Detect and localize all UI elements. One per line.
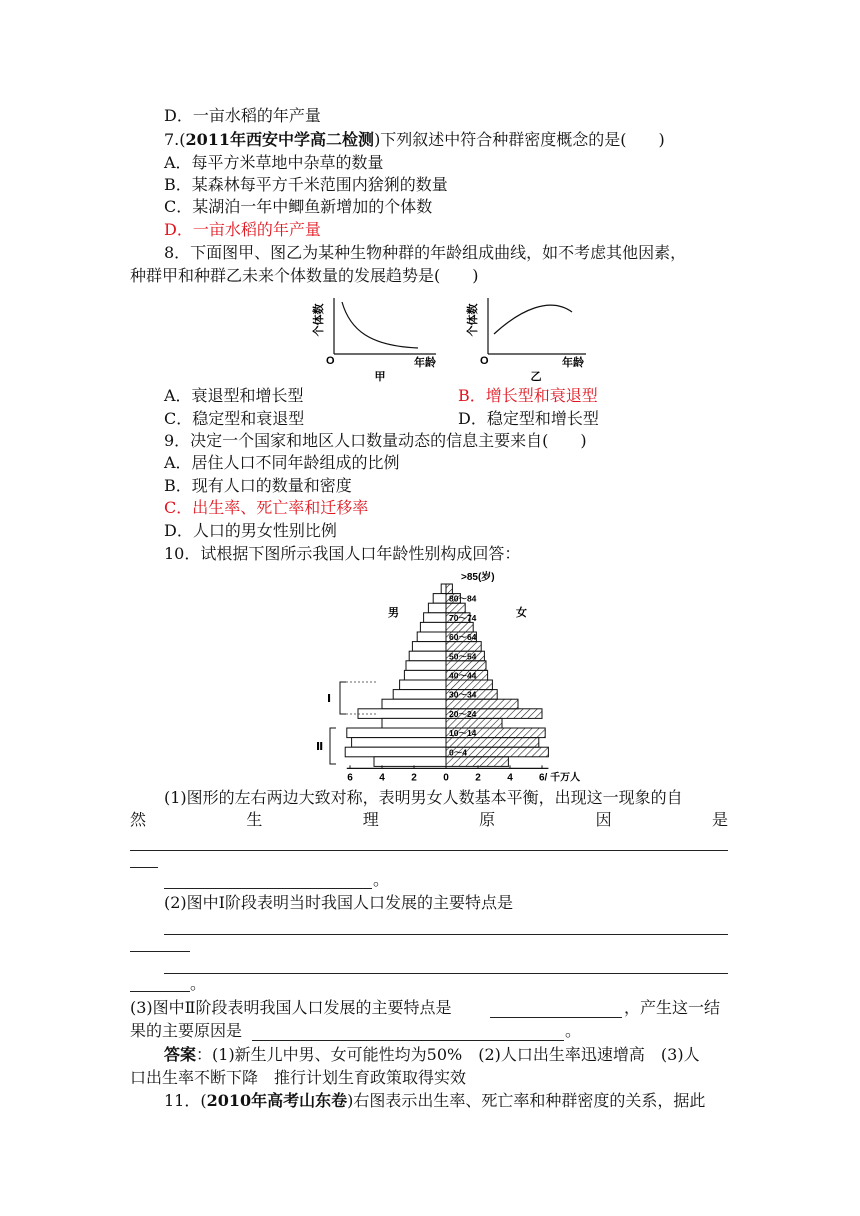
q9-option-b: B．现有人口的数量和密度 (164, 476, 352, 495)
graph-yi-caption: 乙 (530, 371, 542, 382)
q10-part2-blank-1[interactable] (164, 934, 728, 935)
graph-jia (311, 298, 436, 382)
q10-part2-blank-4[interactable] (130, 991, 190, 992)
male-bar (345, 747, 446, 757)
q10-part1-line1: (1)图形的左右两边大致对称，表明男女人数基本平衡，出现这一现象的自 (164, 788, 683, 807)
q7-option-d-answer: D．一亩水稻的年产量 (164, 220, 321, 239)
axis-tick-label: 2 (411, 772, 417, 784)
q6-option-d: D．一亩水稻的年产量 (164, 106, 321, 125)
female-bar (446, 680, 492, 690)
q10-part2-stem: (2)图中Ⅰ阶段表明当时我国人口发展的主要特点是 (164, 893, 513, 912)
graph-jia-ylabel: 个体数 (313, 303, 325, 337)
female-bar (446, 757, 508, 767)
graph-yi (465, 298, 586, 382)
axis-tick-label: 4 (379, 772, 385, 784)
q10-answer-line2: 口出生率不断下降 推行计划生育政策取得实效 (130, 1068, 467, 1087)
q9-stem: 9．决定一个国家和地区人口数量动态的信息主要来自( ) (164, 431, 587, 450)
q10-part1-blank-1[interactable] (130, 850, 728, 851)
q10-part1-line2: 然 生 理 原 因 是 (130, 810, 728, 829)
q7-source: 2011年西安中学高二检测 (185, 130, 375, 149)
population-pyramid (310, 568, 600, 786)
female-bar (446, 622, 473, 632)
age-group-label: 50～54 (449, 651, 477, 662)
female-bar (446, 699, 518, 709)
q8-graphs (300, 290, 600, 382)
male-bar (406, 661, 446, 671)
female-bar (446, 642, 481, 652)
male-bar (393, 690, 446, 700)
male-bar (441, 584, 446, 594)
male-bar (382, 699, 446, 709)
q10-part3-line1-b: ，产生这一结 (624, 998, 721, 1017)
graph-jia-xlabel: 年龄 (414, 357, 436, 369)
q10-part1-blank-2[interactable] (130, 867, 158, 868)
age-group-label: 10～14 (449, 728, 477, 739)
q9-option-c-answer: C．出生率、死亡率和迁移率 (164, 498, 369, 517)
q10-part2-end: 。 (190, 974, 207, 993)
q9-option-d: D．人口的男女性别比例 (164, 521, 337, 540)
age-group-label: 70～74 (449, 612, 477, 623)
male-bar (347, 728, 446, 738)
axis-tick-label: 2 (475, 772, 481, 784)
q7-stem: 7.(2011年西安中学高二检测)下列叙述中符合种群密度概念的是( ) (164, 130, 665, 149)
age-group-label: 30～34 (449, 689, 477, 700)
q10-part3-blank-1[interactable] (490, 1017, 622, 1018)
pyramid-female-label: 女 (516, 607, 527, 619)
male-bar (352, 738, 446, 748)
q8-option-b-answer: B．增长型和衰退型 (458, 386, 598, 405)
male-bar (428, 603, 446, 613)
graph-yi-xlabel: 年龄 (562, 357, 584, 369)
male-bar (433, 594, 446, 604)
q10-part2-blank-2[interactable] (130, 951, 190, 952)
male-bar (424, 613, 446, 623)
age-group-label: 80～84 (449, 593, 477, 604)
q7-option-c: C．某湖泊一年中鲫鱼新增加的个体数 (164, 197, 433, 216)
female-bar (446, 603, 465, 613)
axis-tick-label: 0 (443, 772, 449, 784)
q8-option-d: D．稳定型和增长型 (458, 409, 599, 428)
graph-jia-caption: 甲 (374, 371, 386, 382)
male-bar (404, 670, 446, 680)
male-bar (382, 718, 446, 728)
q11-source: 2010年高考山东卷 (206, 1091, 348, 1110)
q10-part3-line1-a: (3)图中Ⅱ阶段表明我国人口发展的主要特点是 (130, 998, 452, 1017)
pyramid-top-label: >85(岁) (461, 572, 495, 583)
q10-part3-line2-b: 。 (565, 1021, 582, 1040)
q9-option-a: A．居住人口不同年龄组成的比例 (164, 453, 400, 472)
answer-label: 答案 (164, 1045, 197, 1064)
q10-part3-blank-2[interactable] (252, 1040, 564, 1041)
q10-part3-line2-a: 果的主要原因是 (130, 1021, 243, 1040)
q8-option-a: A．衰退型和增长型 (164, 386, 304, 405)
graph-jia-origin: O (326, 355, 335, 367)
axis-tick-label: 6/ 千万人 (539, 772, 581, 784)
male-bar (358, 709, 446, 719)
q10-part1-end: 。 (373, 870, 390, 889)
stage-one-label: Ⅰ (327, 693, 332, 705)
female-bar (446, 584, 452, 594)
pyramid-male-label: 男 (388, 607, 399, 619)
female-bar (446, 738, 539, 748)
male-bar (409, 651, 446, 661)
male-bar (417, 632, 446, 642)
age-group-label: 0～4 (449, 747, 467, 758)
q10-part1-blank-3[interactable] (164, 888, 372, 889)
q10-answer-line1: 答案：(1)新生儿中男、女可能性均为50% (2)人口出生率迅速增高 (3)人 (164, 1045, 700, 1064)
axis-tick-label: 6 (347, 772, 353, 784)
age-group-label: 20～24 (449, 708, 477, 719)
q7-option-b: B．某森林每平方千米范围内猞猁的数量 (164, 175, 448, 194)
axis-tick-label: 4 (507, 772, 513, 784)
male-bar (412, 642, 446, 652)
female-bar (446, 718, 502, 728)
q10-part2-blank-3[interactable] (164, 973, 728, 974)
graph-yi-origin: O (480, 355, 489, 367)
graph-yi-ylabel: 个体数 (467, 303, 479, 337)
q10-stem: 10．试根据下图所示我国人口年龄性别构成回答： (164, 544, 521, 563)
q8-stem-line1: 8．下面图甲、图乙为某种生物种群的年龄组成曲线，如不考虑其他因素， (164, 243, 687, 262)
q8-option-c: C．稳定型和衰退型 (164, 409, 305, 428)
female-bar (446, 661, 486, 671)
q11-stem: 11．(2010年高考山东卷)右图表示出生率、死亡率和种群密度的关系，据此 (164, 1091, 706, 1110)
stage-two-label: Ⅱ (316, 741, 324, 753)
age-group-label: 40～44 (449, 670, 477, 681)
age-group-label: 60～64 (449, 632, 477, 643)
male-bar (374, 757, 446, 767)
male-bar (400, 680, 446, 690)
q8-stem-line2: 种群甲和种群乙未来个体数量的发展趋势是( ) (130, 266, 479, 285)
q7-option-a: A．每平方米草地中杂草的数量 (164, 153, 384, 172)
male-bar (420, 622, 446, 632)
